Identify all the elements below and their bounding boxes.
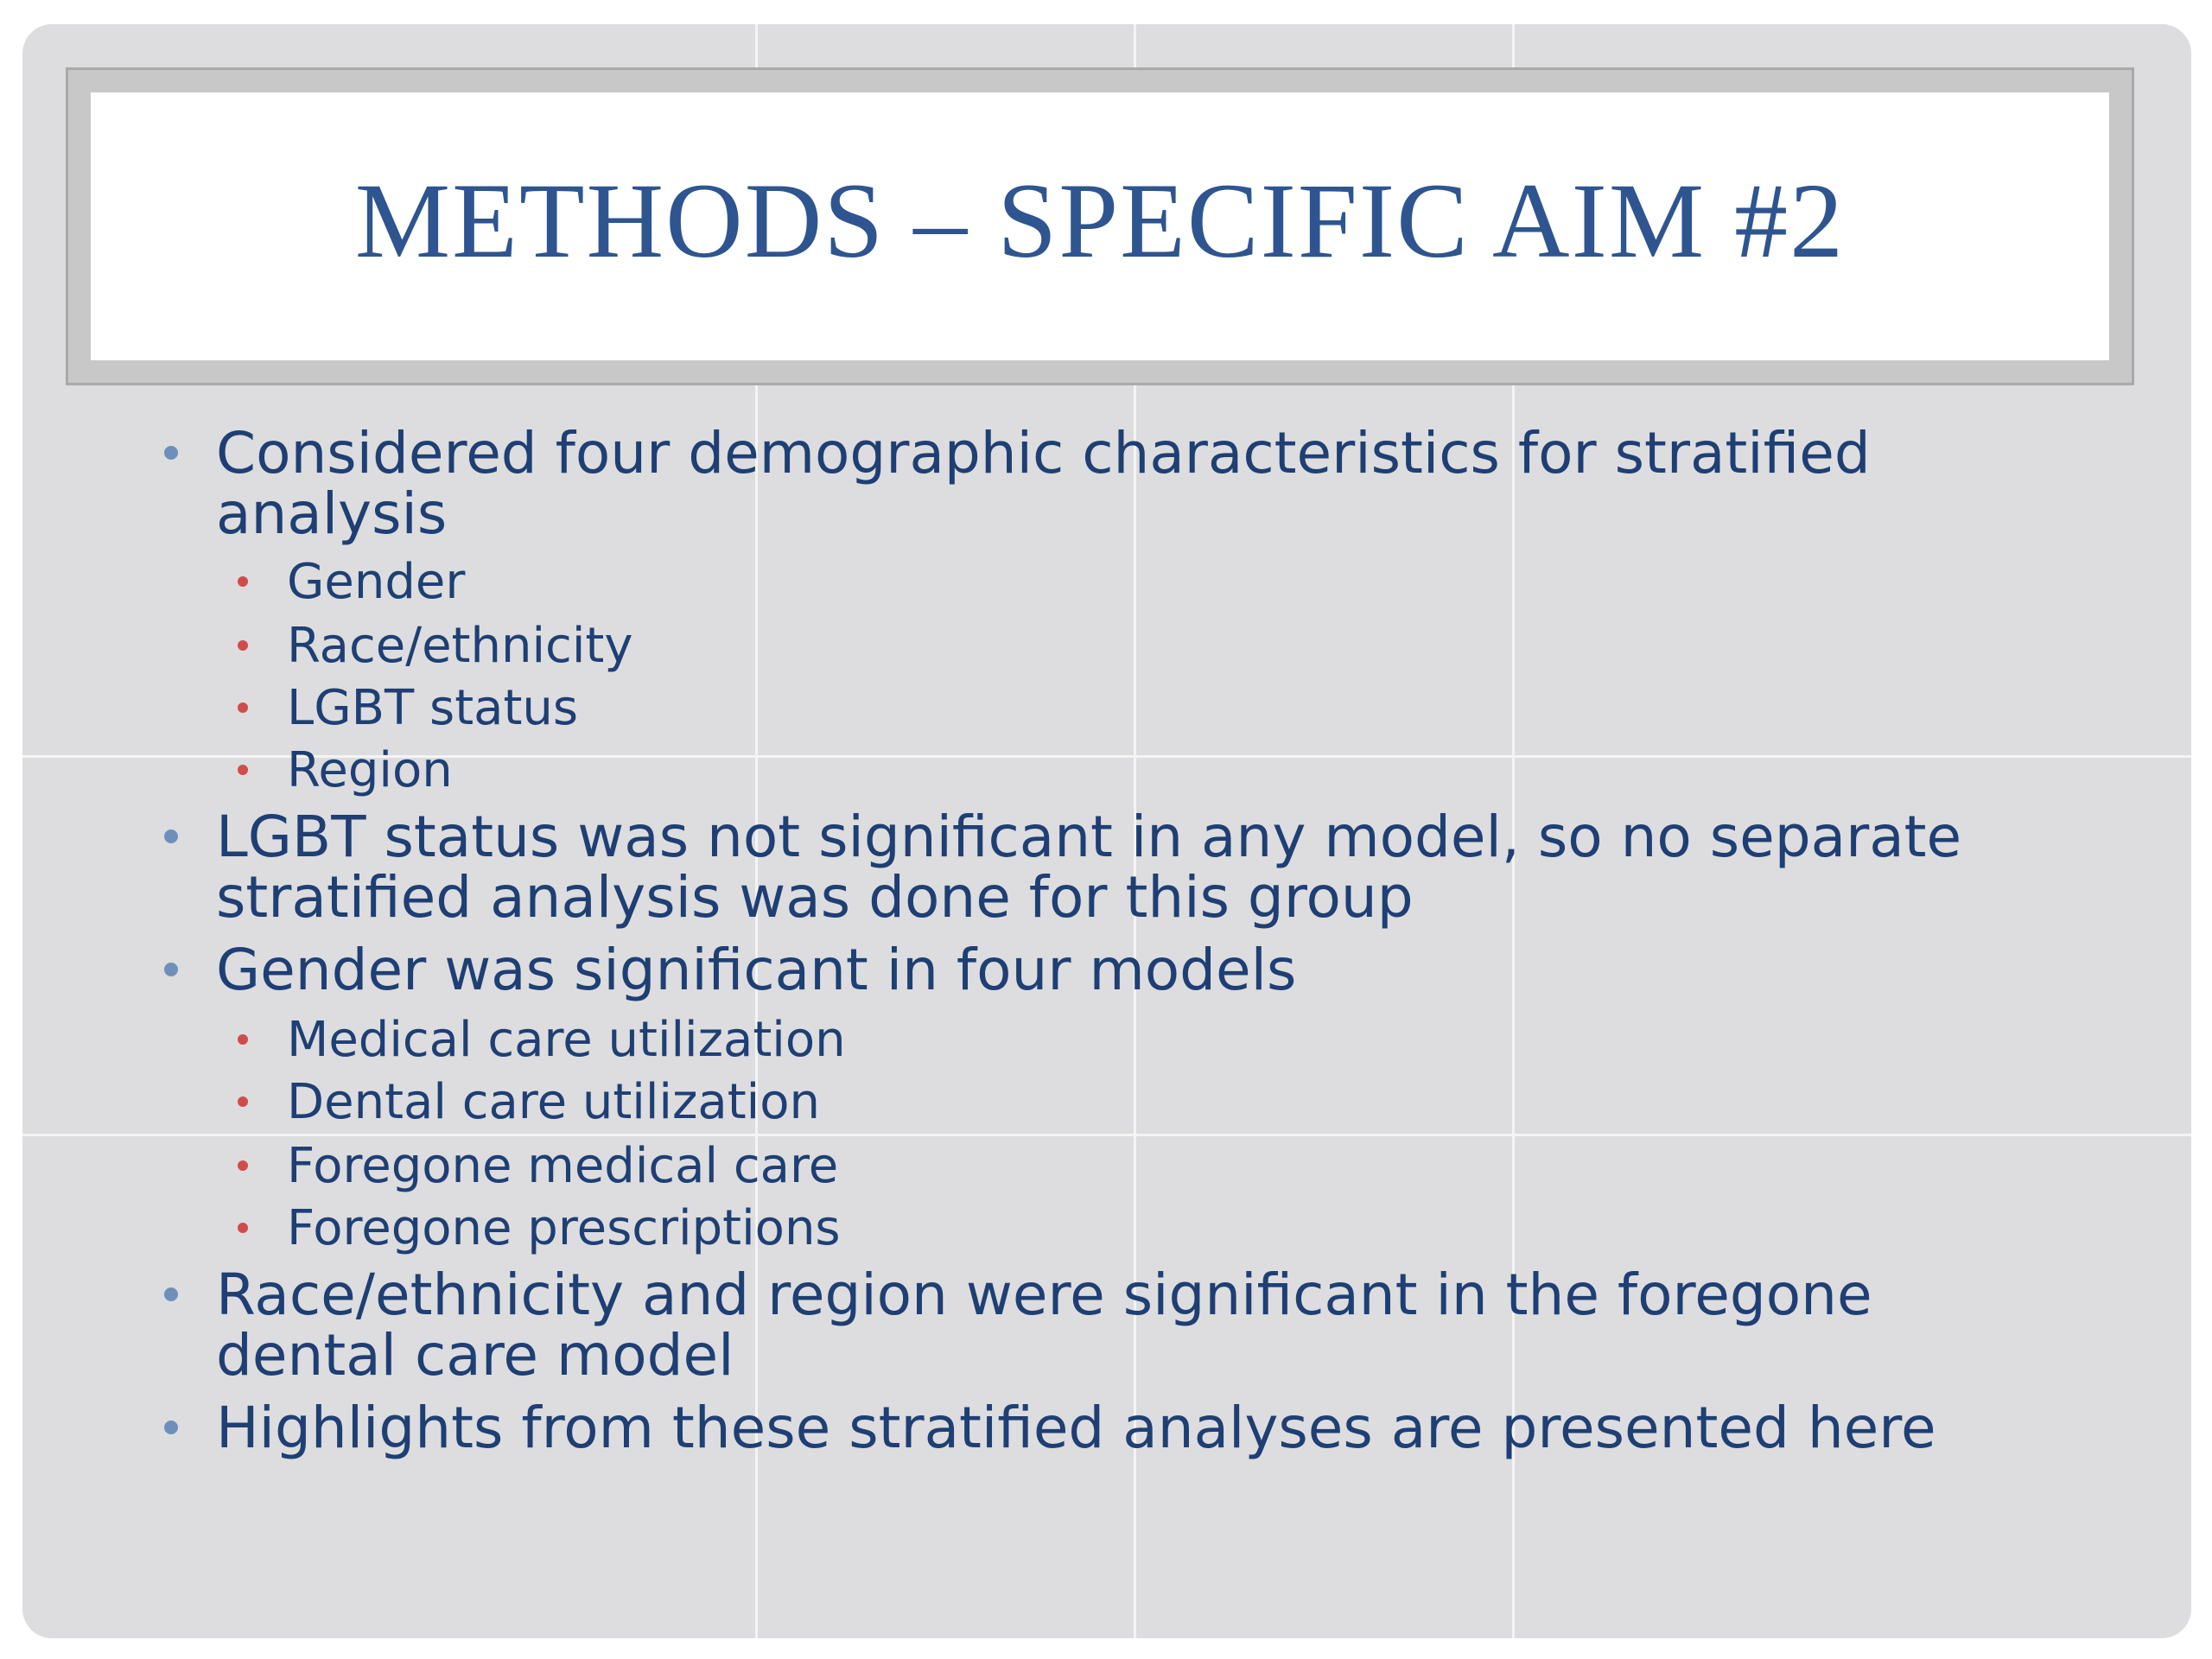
- sub-bullet-text: Foregone prescriptions: [287, 1200, 841, 1256]
- sub-bullet-text: Medical care utilization: [287, 1012, 846, 1068]
- bullet-marker: [164, 830, 178, 843]
- bullet-marker: [164, 446, 178, 460]
- sub-bullet-item: [287, 1201, 841, 1256]
- bullet-text-continuation: stratified analysis was done for this group: [216, 864, 1414, 931]
- sub-bullet-item: [287, 1013, 846, 1068]
- sub-bullet-text: Race/ethnicity: [287, 618, 633, 674]
- bullet-item: [216, 420, 1871, 486]
- bullet-text: Highlights from these stratified analyses are presented here: [216, 1395, 1936, 1461]
- bullet-item: [216, 804, 1962, 870]
- sub-bullet-item: [287, 1139, 838, 1194]
- bullet-marker: [164, 963, 178, 976]
- sub-bullet-marker: [238, 1223, 248, 1233]
- sub-bullet-marker: [238, 1160, 248, 1171]
- sub-bullet-text: Region: [287, 742, 453, 798]
- bullet-text: Considered four demographic characteristics for stratified: [216, 420, 1871, 486]
- sub-bullet-text: Gender: [287, 554, 466, 610]
- sub-bullet-item: [287, 555, 465, 610]
- bullet-item: [216, 937, 1297, 1003]
- sub-bullet-marker: [238, 765, 248, 775]
- bullet-marker: [164, 1287, 178, 1301]
- bullet-text: LGBT status was not significant in any model, so no separate: [216, 804, 1962, 870]
- slide-title: METHODS – SPECIFIC AIM #2: [354, 162, 1846, 280]
- sub-bullet-marker: [238, 1096, 248, 1107]
- bullet-text-continuation: analysis: [216, 480, 448, 547]
- sub-bullet-marker: [238, 702, 248, 713]
- sub-bullet-marker: [238, 640, 248, 651]
- sub-bullet-item: [287, 743, 453, 798]
- sub-bullet-text: LGBT status: [287, 680, 579, 736]
- bullet-list: [22, 24, 2191, 1638]
- sub-bullet-marker: [238, 1034, 248, 1045]
- sub-bullet-marker: [238, 576, 248, 587]
- sub-bullet-item: [287, 619, 633, 674]
- bullet-text: Gender was significant in four models: [216, 937, 1297, 1003]
- bullet-item: [216, 1395, 1936, 1461]
- bullet-marker: [164, 1421, 178, 1434]
- sub-bullet-text: Dental care utilization: [287, 1074, 820, 1130]
- sub-bullet-item: [287, 681, 578, 736]
- bullet-text: Race/ethnicity and region were significant in the foregone: [216, 1262, 1872, 1328]
- bullet-text-continuation: dental care model: [216, 1322, 734, 1389]
- bullet-item: [216, 1262, 1872, 1328]
- slide: [22, 24, 2191, 1638]
- sub-bullet-item: [287, 1075, 820, 1130]
- sub-bullet-text: Foregone medical care: [287, 1138, 839, 1194]
